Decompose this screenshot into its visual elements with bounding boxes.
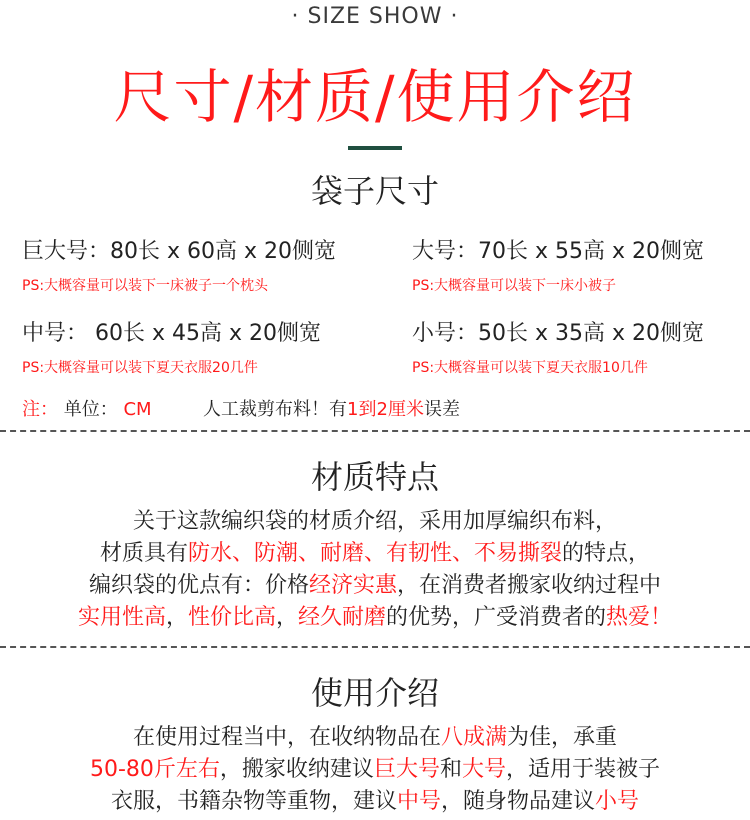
usage-line-3-b: ，随身物品建议 (441, 789, 596, 814)
size-show-label: · SIZE SHOW · (291, 4, 459, 29)
material-line-2-b: 的特点， (562, 541, 651, 566)
note-text-a: 人工裁剪布料！有 (203, 399, 348, 420)
material-line-4-highlight-1: 实用性高 (77, 605, 166, 630)
divider-1 (0, 430, 750, 432)
note-label: 注： (22, 399, 58, 420)
ps-medium: PS:大概容量可以装下夏天衣服20几件 (22, 360, 258, 376)
material-line-2-highlight: 防水、防潮、耐磨、有韧性、不易撕裂 (187, 541, 562, 566)
bag-size-heading: 袋子尺寸 (310, 172, 439, 210)
usage-line-1-highlight: 八成满 (440, 725, 507, 750)
ps-jumbo: PS:大概容量可以装下一床被子一个枕头 (22, 278, 269, 294)
usage-heading: 使用介绍 (310, 674, 439, 712)
material-line-4-highlight-4: 热爱！ (606, 605, 673, 630)
usage-line-2 (0, 754, 750, 786)
usage-line-2-c: ，适用于装被子 (505, 757, 660, 782)
size-small: 小号：50长 x 35高 x 20侧宽 (412, 321, 704, 346)
material-line-4 (0, 602, 750, 634)
divider-2 (0, 646, 750, 648)
material-line-4-highlight-2: 性价比高 (187, 605, 276, 630)
usage-line-2-highlight-2: 巨大号 (373, 757, 440, 782)
usage-line-1 (0, 722, 750, 754)
usage-line-2-highlight-3: 大号 (461, 757, 506, 782)
unit-label: 单位： (63, 399, 118, 420)
material-line-3 (0, 570, 750, 602)
size-large: 大号：70长 x 55高 x 20侧宽 (412, 239, 704, 264)
title-accent-bar (348, 146, 402, 150)
usage-line-3-highlight-2: 小号 (595, 789, 640, 814)
usage-line-1-b: 为佳，承重 (507, 725, 618, 750)
material-line-2 (0, 538, 750, 570)
material-line-1 (0, 506, 750, 538)
usage-line-1-a: 在使用过程当中，在收纳物品在 (132, 725, 441, 750)
unit-value: CM (123, 399, 152, 420)
ps-small: PS:大概容量可以装下夏天衣服10几件 (412, 360, 648, 376)
note-range: 1到2厘米 (347, 399, 424, 420)
usage-line-3-highlight-1: 中号 (396, 789, 441, 814)
usage-line-2-b: 和 (439, 757, 462, 782)
material-line-4-b: 的优势，广受消费者的 (386, 605, 607, 630)
material-line-4-sep-1: ， (165, 605, 188, 630)
material-line-1-text: 关于这款编织袋的材质介绍，采用加厚编织布料， (132, 509, 617, 534)
usage-line-2-a: ，搬家收纳建议 (219, 757, 374, 782)
usage-line-2-highlight-1: 50-80斤左右 (89, 757, 220, 782)
material-line-4-highlight-3: 经久耐磨 (298, 605, 387, 630)
note-text-b: 误差 (423, 399, 460, 420)
material-heading: 材质特点 (310, 458, 439, 496)
size-medium: 中号： 60长 x 45高 x 20侧宽 (22, 321, 321, 346)
usage-line-3-a: 衣服，书籍杂物等重物，建议 (110, 789, 397, 814)
size-jumbo: 巨大号：80长 x 60高 x 20侧宽 (22, 239, 336, 264)
unit-note (22, 395, 460, 421)
material-line-3-highlight: 经济实惠 (308, 573, 397, 598)
material-line-2-a: 材质具有 (99, 541, 188, 566)
material-line-3-b: ，在消费者搬家收纳过程中 (397, 573, 662, 598)
material-line-3-a: 编织袋的优点有：价格 (88, 573, 309, 598)
material-line-4-sep-2: ， (275, 605, 298, 630)
ps-large: PS:大概容量可以装下一床小被子 (412, 278, 617, 294)
usage-line-3 (0, 786, 750, 818)
page-title: 尺寸/材质/使用介绍 (113, 63, 637, 131)
